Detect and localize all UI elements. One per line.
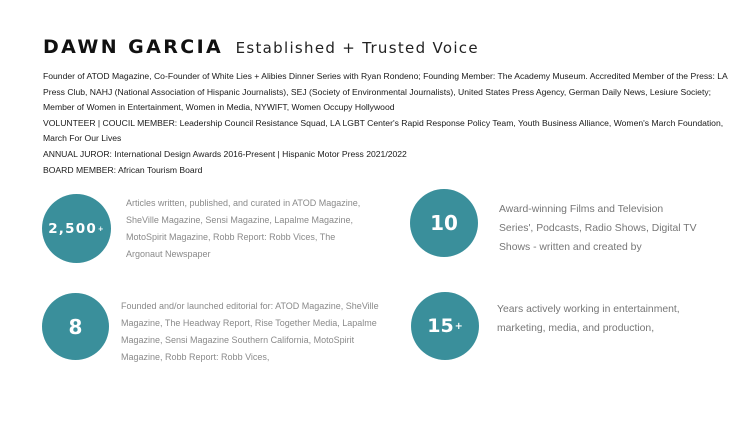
stat-editorial-text: Founded and/or launched editorial for: ATOD Magazine, SheVille Magazine, The Headway Report, Rise Together Media, Lapalme Magazine, Sensi Magazine Southern California, MotoSpirit Magazine, Robb Report: Robb Vices, (121, 301, 379, 362)
stat-editorial-circle (42, 293, 109, 360)
stat-years-suffix: + (454, 320, 463, 332)
stat-years-text: Years actively working in entertainment, marketing, media, and production, (497, 304, 680, 334)
stat-articles-circle (42, 194, 111, 263)
stat-years-number: 15 (427, 315, 454, 337)
stat-articles-number: 2,500 (48, 220, 97, 237)
stat-articles-text: Articles written, published, and curated in ATOD Magazine, SheVille Magazine, Sensi Magazine, Lapalme Magazine, MotoSpirit Magazine, Robb Report: Robb Vices, The Argonaut Newspaper (126, 198, 361, 259)
stat-films-text: Award-winning Films and Television Series', Podcasts, Radio Shows, Digital TV Shows - written and created by (499, 204, 697, 253)
page-title: DAWN GARCIA (43, 36, 224, 58)
bio-section (43, 69, 728, 178)
bio-board: BOARD MEMBER: African Tourism Board (43, 164, 203, 175)
stat-years-circle (411, 292, 479, 360)
header (43, 36, 479, 58)
bio-founder: Founder of ATOD Magazine, Co-Founder of White Lies + Alibies Dinner Series with Ryan Rondeno; Founding Member: The Academy Museum. Accredited Member of the Press: LA Press Club, NAHJ (National Association of Hispanic Journalists), SEJ (Society of Environmental Journalists), United States Press Agency, German Daily News, Lesiure Society; Member of Women in Entertainment, Women in Media, NYWIFT, Women Occupy Hollywood (43, 71, 728, 113)
stat-films-circle (410, 189, 478, 257)
stat-editorial-number: 8 (68, 314, 83, 339)
tagline: Established + Trusted Voice (235, 39, 479, 57)
stat-films-number: 10 (430, 211, 458, 235)
stat-articles-suffix: + (97, 224, 105, 233)
bio-volunteer: VOLUNTEER | COUCIL MEMBER: Leadership Council Resistance Squad, LA LGBT Center's Rapid Response Policy Team, Youth Business Alliance, Women's March Foundation, March For Our Lives (43, 117, 724, 144)
bio-juror: ANNUAL JUROR: International Design Awards 2016-Present | Hispanic Motor Press 2021/2022 (43, 148, 407, 159)
